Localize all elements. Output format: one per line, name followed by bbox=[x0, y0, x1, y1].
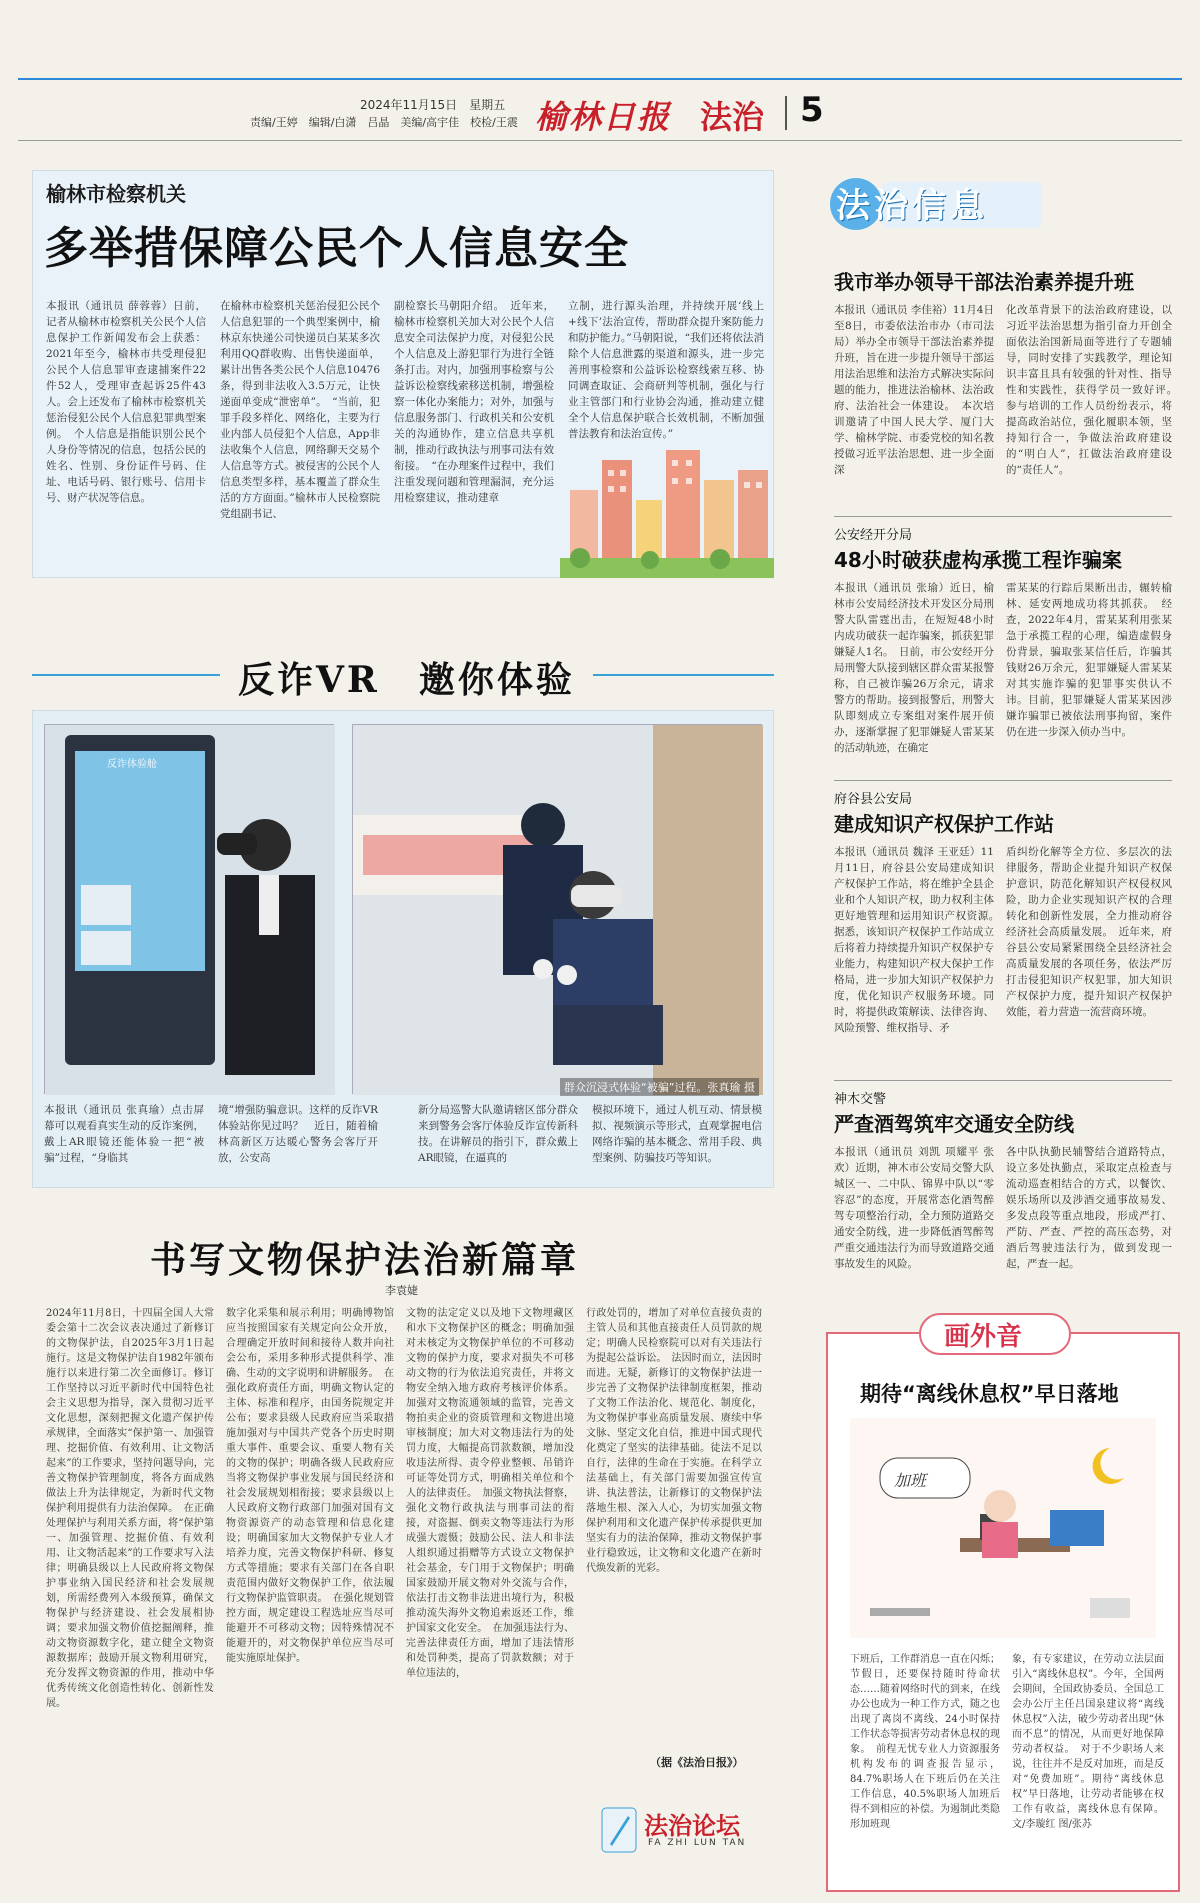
cartoon-badge: 画外音 bbox=[944, 1322, 1023, 1352]
right-headline-2: 48小时破获虚构承揽工程诈骗案 bbox=[834, 548, 1122, 572]
newspaper-logo: 榆林日报 bbox=[535, 98, 672, 136]
right-headline-4: 严查酒驾筑牢交通安全防线 bbox=[834, 1112, 1074, 1136]
vr-column-4: 模拟环境下，通过人机互动、情景模拟、视频演示等形式，直观掌握电信网络诈骗的基本概念、常用手段、典型案例、防骗技巧等知识。 bbox=[592, 1104, 762, 1164]
relic-column-4: 行政处罚的，增加了对单位直接负责的主管人员和其他直接责任人员罚款的规定；明确人民检察院可以对有关违法行为提起公益诉讼。 法因时而立，法因时而进。无疑，新修订的文物保护法进一步完善了文物保护法律制度框架，推动了文物工作法治化、规范化、制度化，为文物保护事业高质量发展、赓续中华文脉、坚定文化自信，推进中国式现代化奠定了坚实的法律基础。徒法不足以自行，法律的生命在于实施。在科学立法基础上，有关部门需要加强宣传宣讲、执法普法，让新修订的文物保护法落地生根、深入人心，为切实加强文物保护利用和文化遗产保护传承提供更加坚实有力的法治保障，推动文物保护事业行稳致远，让文物和文化遗产在新时代焕发新的光彩。 bbox=[586, 1308, 762, 1574]
kiosk-screen-label: 反诈体验舱 bbox=[107, 759, 157, 770]
cartoon-column-1: 下班后，工作群消息一直在闪烁；节假日，还要保持随时待命状态……随着网络时代的到来，在线办公也成为一种工作方式，随之也出现了离岗不离线、24小时保持工作状态等损害劳动者休息权的现象。 前程无忧专业人力资源服务机构发布的调查报告显示，84.7%职场人在下班后仍在关注工作信息，40.5%职场人加班后得不到相应的补偿。为遏制此类隐形加班现 bbox=[850, 1654, 1000, 1830]
right-headline-3: 建成知识产权保护工作站 bbox=[834, 812, 1054, 836]
cartoon-speech-word: 加班 bbox=[894, 1471, 927, 1490]
photo-vr-kiosk bbox=[44, 724, 334, 1094]
vr-column-1: 本报讯（通讯员 张真瑜）点击屏幕可以观看真实生动的反诈案例，戴上AR眼镜还能体验一把“被骗”过程，“身临其 bbox=[44, 1104, 204, 1164]
right-a2-column-1: 本报讯（通讯员 张瑜）近日，榆林市公安局经济技术开发区分局刑警大队雷霆出击，在短短48小时内成功破获一起诈骗案，抓获犯罪嫌疑人1名。 日前，市公安经开分局刑警大队接到辖区群众雷某报警称，自己被诈骗26万余元，请求警方的帮助。接到报警后，刑警大队即刻成立专案组对案件展开侦办，逐渐掌握了犯罪嫌疑人雷某某的活动轨迹，在确定 bbox=[834, 582, 994, 754]
right-a3-column-2: 盾纠纷化解等全方位、多层次的法律服务，帮助企业提升知识产权保护意识，防范化解知识产权侵权风险，助力企业实现知识产权的合理转化和创新性发展，全力推动府谷经济社会高质量发展。 近年来，府谷县公安局紧紧围绕全县经济社会高质量发展的各项任务，依法严厉打击侵犯知识产权犯罪，加大知识产权保护力度，提升知识产权保护效能，着力营造一流营商环境。 bbox=[1006, 846, 1172, 1018]
forum-name: 法治论坛 bbox=[644, 1812, 740, 1840]
section-name: 法治 bbox=[700, 98, 765, 136]
relic-column-2: 数字化采集和展示利用；明确博物馆应当按照国家有关规定向公众开放，合理确定开放时间和接待人数并向社会公布，采用多种形式提供科学、准确、生动的文字说明和讲解服务。 在强化政府责任方面，明确文物认定的主体、标准和程序，由国务院规定并公布；要求县级人民政府应当采取措施加强对与中国共产党各个历史时期重大事件、重要会议、重要人物有关的文物的保护；明确各级人民政府应当将文物保护事业发展与国民经济和社会发展规划相衔接；要求县级以上人民政府文物行政部门加强对国有文物资源资产的动态管理和信息化建设；明确国家加大文物保护专业人才培养力度，完善文物保护科研、修复方式等措施；要求有关部门在各自职责范围内做好文物保护工作，依法履行文物保护监管职责。 在强化规划管控方面，规定建设工程选址应当尽可能避开不可移动文物；因特殊情况不能避开的，对文物保护单位应当尽可能实施原址保护。 bbox=[226, 1308, 394, 1664]
relic-column-1: 2024年11月8日，十四届全国人大常委会第十二次会议表决通过了新修订的文物保护法，自2025年3月1日起施行。这是文物保护法自1982年颁布施行以来进行第二次全面修订。修订工作坚持以习近平新时代中国特色社会主义思想为指导，深入贯彻习近平文化思想，深刻把握文化遗产保护传承规律，全面落实“保护第一、加强管理、挖掘价值、有效利用、让文物活起来”的工作要求，坚持问题导向，完善文物保护管理制度，将各方面成熟做法上升为法律规定，为新时代文物保护利用提供有力法治保障。 在正确处理保护与利用关系方面，将“保护第一、加强管理、挖掘价值、有效利用、让文物活起来”的工作要求写入法律；明确县级以上人民政府将文物保护事业纳入国民经济和社会发展规划，所需经费列入本级预算，确保文物保护与经济建设、社会发展相协调；要求加强文物价值挖掘阐释，推动文物资源数字化，建立健全文物资源数据库；鼓励开展文物利用研究，充分发挥文物资源的作用，推动中华优秀传统文化创造性转化、创新性发展。 bbox=[46, 1308, 214, 1709]
lead-headline: 多举措保障公民个人信息安全 bbox=[44, 223, 629, 274]
right-a1-column-1: 本报讯（通讯员 李佳裕）11月4日至8日，市委依法治市办（市司法局）举办全市领导干部法治素养提升班，旨在进一步提升领导干部运用法治思维和法治方式解决实际问题的能力，推进法治榆林、法治政府、法治社会一体建设。 本次培训邀请了中国人民大学、厦门大学、榆林学院、市委党校的知名教授做习近平法治思想、进一步全面深 bbox=[834, 304, 994, 476]
vr-column-3: 新分局巡警大队邀请辖区部分群众来到警务会客厅体验反诈宣传新科技。在讲解员的指引下，群众戴上AR眼镜，在逼真的 bbox=[418, 1104, 578, 1164]
right-kicker-4: 神木交警 bbox=[834, 1092, 887, 1107]
right-a4-column-2: 各中队执勤民辅警结合道路特点，设立多处执勤点，采取定点检查与流动巡查相结合的方式，以餐饮、娱乐场所以及涉酒交通事故易发、多发点段等重点地段，形成严打、严防、严查、严控的高压态势，对酒后驾驶违法行为，做到发现一起，严查一起。 bbox=[1006, 1146, 1172, 1270]
right-rule-2 bbox=[834, 780, 1172, 781]
page-number: 5 bbox=[800, 90, 824, 130]
right-a2-column-2: 雷某某的行踪后果断出击，辗转榆林、延安两地成功将其抓获。 经查，2022年4月，雷某某利用张某急于承揽工程的心理，编造虚假身份背景，骗取张某信任后，诈骗其钱财26万余元，犯罪嫌疑人雷某某对其实施诈骗的犯罪事实供认不讳。目前，犯罪嫌疑人雷某某因涉嫌诈骗罪已被依法刑事拘留，案件仍在进一步深入侦办当中。 bbox=[1006, 582, 1172, 738]
relic-source: （据《法治日报》） bbox=[650, 1756, 744, 1769]
right-kicker-3: 府谷县公安局 bbox=[834, 792, 913, 807]
relic-headline: 书写文物保护法治新篇章 bbox=[150, 1239, 580, 1281]
lead-column-1: 本报讯（通讯员 薛蓉蓉）日前，记者从榆林市检察机关公民个人信息保护工作新闻发布会上获悉：2021年至今，榆林市共受理侵犯公民个人信息罪审查逮捕案件22件52人，受理审查起诉25件43人。会上还发布了榆林市检察机关惩治侵犯公民个人信息犯罪典型案例。 个人信息是指能识别公民个人身份等情况的信息，包括公民的姓名、性别、身份证件号码、住址、电话号码、银行账号、信用卡号、财产状况等信息。 bbox=[46, 300, 206, 504]
right-a4-column-1: 本报讯（通讯员 刘凯 项耀平 张欢）近期，神木市公安局交警大队城区一、二中队、锦界中队以“零容忍”的态度，开展常态化酒驾醉驾专项整治行动，全力预防道路交通安全防线，进一步降低酒驾醉驾严重交通违法行为而导致道路交通事故发生的风险。 bbox=[834, 1146, 994, 1270]
forum-pinyin: FA ZHI LUN TAN bbox=[648, 1838, 747, 1848]
right-a3-column-1: 本报讯（通讯员 魏泽 王亚廷）11月11日，府谷县公安局建成知识产权保护工作站，将在维护全县企业和个人知识产权，助力权利主体更好地管理和运用知识产权资源。 据悉，该知识产权保护工作站成立后将着力持续提升知识产权保护专业能力，构建知识产权大保护工作格局，进一步加大知识产权保护力度，优化知识产权服务环境。同时，将提供政策解读、法律咨询、风险预警、维权指导、矛 bbox=[834, 846, 1005, 1034]
lead-kicker: 榆林市检察机关 bbox=[46, 182, 186, 206]
right-a1-column-2: 化改革背景下的法治政府建设，以习近平法治思想为指引奋力开创全面依法治国新局面等进行了专题辅导，同时安排了实践教学，理论知识丰富且具有较强的针对性、指导性和实践性，获得学员一致好评。 参与培训的工作人员纷纷表示，将提高政治站位，强化履职本领，坚持知行合一，争做法治政府建设的“明白人”，扛做法治政府建设的“责任人”。 bbox=[1006, 304, 1183, 476]
vr-column-2: 境”增强防骗意识。这样的反诈VR体验站你见过吗？ 近日，随着榆林高新区万达暖心警务会客厅开放，公安高 bbox=[218, 1104, 378, 1164]
right-rule-1 bbox=[834, 516, 1172, 517]
cartoon-headline: 期待“离线休息权”早日落地 bbox=[860, 1382, 1119, 1406]
lead-column-3: 副检察长马朝阳介绍。 近年来，榆林市检察机关加大对公民个人信息安全司法保护力度，对侵犯公民个人信息及上游犯罪行为进行全链条打击。对内，加强刑事检察与公益诉讼检察线索移送机制，增强检察一体化办案能力；对外，加强与信息服务部门、行政机关和公安机关的沟通协作，建立信息共享机制，推动行政执法与刑事司法有效衔接。 “在办理案件过程中，我们注重发现问题和管理漏洞，充分运用检察建议，推动建章 bbox=[394, 300, 554, 504]
right-rule-3 bbox=[834, 1080, 1172, 1081]
masthead-divider bbox=[785, 96, 787, 130]
issue-date: 2024年11月15日 星期五 bbox=[360, 98, 506, 112]
photo-caption: 群众沉浸式体验“被骗”过程。张真瑜 摄 bbox=[560, 1078, 759, 1096]
vr-headline: 反诈VR 邀你体验 bbox=[220, 652, 593, 703]
cartoon-column-2: 象，有专家建议，在劳动立法层面引入“离线休息权”。今年，全国两会期间，全国政协委员、全国总工会办公厅主任吕国泉建议将“离线休息权”入法，破少劳动者出现“休而不息”的情况，从而更好地保障劳动者权益。 对于不少职场人来说，往往并不是反对加班，而是反对“免费加班”。期待“离线休息权”早日落地，让劳动者能够在权工作有收益，离线休息有保障。文/李璇红 图/张苏 bbox=[1012, 1654, 1164, 1830]
cartoon-illustration bbox=[850, 1418, 1156, 1638]
photo-vr-experience bbox=[352, 724, 762, 1094]
right-kicker-2: 公安经开分局 bbox=[834, 528, 913, 543]
lead-column-2: 在榆林市检察机关惩治侵犯公民个人信息犯罪的一个典型案例中，榆林京东快递公司快递员白某某多次利用QQ群收购、出售快递面单，累计出售各类公民个人信息10476条，得到非法收入3.5万元，让快递面单变成“泄密单”。 “当前，犯罪手段多样化、网络化，主要为行业内部人员侵犯个人信息，App非法收集个人信息，网络聊天交易个人信息等方式。被侵害的公民个人信息类型多样，基本覆盖了群众生活的方方面面。”榆林市人民检察院党组副书记、 bbox=[220, 300, 380, 520]
masthead-rule bbox=[18, 140, 1182, 141]
relic-author: 李袁婕 bbox=[385, 1284, 418, 1297]
editor-credits: 责编/王婷 编辑/白潇 吕晶 美编/高宇佳 校检/王震 bbox=[250, 116, 518, 129]
relic-column-3: 文物的法定定义以及地下文物埋藏区和水下文物保护区的概念；明确加强对未核定为文物保护单位的不可移动文物的保护力度，要求对损失不可移动文物的行为依法追究责任，并将文物安全纳入地方政府考核评价体系。加强对文物流通领域的监管，完善文物拍卖企业的资质管理和文物进出境审核制度；加大对文物违法行为的处罚力度，大幅提高罚款数额，增加没收违法所得、责令停业整顿、吊销许可证等处罚方式，明确相关单位和个人的法律责任。 加强文物执法督察，强化文物行政执法与刑事司法的衔接，对盗掘、倒卖文物等违法行为形成强大震慑；鼓励公民、法人和非法人组织通过捐赠等方式设立文物保护社会基金，专门用于文物保护；明确国家鼓励开展文物对外交流与合作，依法打击文物非法进出境行为，积极推动流失海外文物追索返还工作，维护国家文化安全。 在加强违法行为、完善法律责任方面，增加了违法情形和处罚种类，提高了罚款数额；对于单位违法的， bbox=[406, 1308, 574, 1679]
lead-column-4: 立制，进行源头治理，并持续开展‘线上+线下’法治宣传，帮助群众提升案防能力和防护能力。”马朝阳说，“我们还将依法消除个人信息泄露的渠道和源头，进一步完善刑事检察和公益诉讼检察线索互移、协同调查取证、会商研判等机制，强化与行业主管部门和行业协会沟通，推动建立健全个人信息保护联合长效机制，不断加强普法教育和法治宣传。” bbox=[568, 300, 764, 440]
legal-info-badge: 法治信息 bbox=[836, 186, 988, 226]
right-headline-1: 我市举办领导干部法治素养提升班 bbox=[834, 270, 1134, 294]
city-skyline-illustration bbox=[560, 430, 774, 578]
